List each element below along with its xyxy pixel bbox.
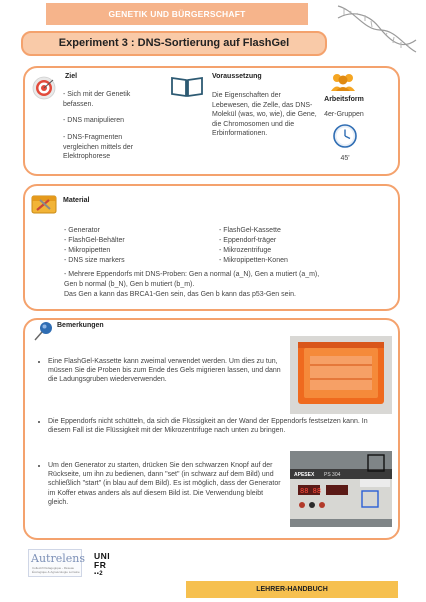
unifr-logo-line-3: ▪▪2 <box>94 571 104 577</box>
material-right-1: - FlashGel-Kassette <box>219 227 281 234</box>
material-right-2: - Eppendorf-träger <box>219 237 277 244</box>
ziel-item-3: - DNS-Fragmenten vergleichen mittels der Elektrophorese <box>63 134 134 160</box>
bemerkung-item-2: • Die Eppendorfs nicht schütteln, da sich die Flüssigkeit an der Wand der Eppendorfs festsetzen kann. In diesem Fall ist die Flüssigkeit mit der Mikrozentrifuge nach unten zu bringen. <box>48 417 392 435</box>
voraussetzung-heading: Voraussetzung <box>212 73 262 80</box>
material-right-3: - Mikrozentrifuge <box>219 247 272 254</box>
bemerkung-item-1: • Eine FlashGel-Kassette kann zweimal verwendet werden. Um dies zu tun, müssen Sie die Proben bis zum Ende des Gels migrieren lassen, und dann die Ladungsgruben wiederverwenden. <box>48 357 282 385</box>
clock-icon <box>333 124 357 148</box>
autrelens-logo-subtext: Collectif Pédagogique - Réseau Écologique & Agroécologie Lorraine <box>32 566 80 574</box>
flashgel-cassette-image <box>290 336 392 414</box>
material-heading: Material <box>63 197 90 204</box>
open-book-icon <box>170 74 204 98</box>
material-left-2: - FlashGel-Behälter <box>64 237 125 244</box>
autrelens-logo <box>28 549 85 577</box>
material-left-1: - Generator <box>64 227 100 234</box>
material-note-2: Gen b normal (b_N), Gen b mutiert (b_m). <box>64 281 195 288</box>
bemerkungen-list-3 <box>40 461 282 507</box>
flashgel-cassette-photo <box>290 336 392 414</box>
bemerkung-item-3: • Um den Generator zu starten, drücken Sie den schwarzen Knopf auf der Rückseite, um ihn zu bedienen, dann "set" (in schwarz auf dem Bild) und schließlich "start" (in blau auf dem Bild). Es ist möglich, dass der Generator im Koffer etwas anders als auf diesem Bild ist. Die Verwendung bleibt gleich. <box>48 461 282 507</box>
arbeitsform-groups: 4er-Gruppen <box>324 111 364 118</box>
generator-brand: APESEX <box>294 472 315 478</box>
autrelens-logo-text: Autrelens <box>31 552 85 565</box>
experiment-title: Experiment 3 : DNS-Sortierung auf FlashGel <box>58 37 290 49</box>
group-people-icon <box>330 72 356 92</box>
generator-digits: 88 88 <box>300 487 322 495</box>
toolbox-icon <box>31 192 57 214</box>
experiment-title-box <box>21 31 327 56</box>
footer-banner <box>186 581 398 598</box>
material-left-4: - DNS size markers <box>64 257 125 264</box>
bemerkungen-list-1 <box>40 357 282 385</box>
header-banner <box>46 3 308 25</box>
target-icon <box>32 76 56 100</box>
generator-photo <box>290 451 392 527</box>
dna-helix-icon <box>334 0 420 56</box>
voraussetzung-text: Die Eigenschaften der Lebewesen, die Zelle, das DNS-Molekül (was, wo, wie), die Gene, die Chromosomen und die Erbinformationen. <box>212 92 317 137</box>
ziel-item-1: - Sich mit der Genetik befassen. <box>63 91 131 108</box>
unifr-logo-line-1: UNI <box>94 551 111 561</box>
unifr-logo-line-2: FR <box>94 560 107 570</box>
bemerkungen-heading: Bemerkungen <box>57 322 104 329</box>
arbeitsform-heading: Arbeitsform <box>324 96 364 103</box>
header-banner-text: GENETIK UND BÜRGERSCHAFT <box>108 9 246 19</box>
generator-display: PS 304 <box>324 472 341 478</box>
arbeitsform-time: 45' <box>340 155 350 162</box>
ziel-item-2: - DNS manipulieren <box>63 117 125 124</box>
ziel-heading: Ziel <box>65 73 78 80</box>
bemerkungen-list-2 <box>40 417 392 435</box>
generator-image <box>290 451 392 527</box>
material-note-1: - Mehrere Eppendorfs mit DNS-Proben: Gen a normal (a_N), Gen a mutiert (a_m), <box>64 271 320 278</box>
material-right-4: - Mikropipetten-Konen <box>219 257 288 264</box>
material-note-3: Das Gen a kann das BRCA1-Gen sein, das Gen b kann das p53-Gen sein. <box>64 291 296 298</box>
pushpin-icon <box>33 320 55 342</box>
unifr-logo <box>94 552 116 580</box>
material-left-3: - Mikropipetten <box>64 247 111 254</box>
footer-label: LEHRER-HANDBUCH <box>256 586 328 593</box>
